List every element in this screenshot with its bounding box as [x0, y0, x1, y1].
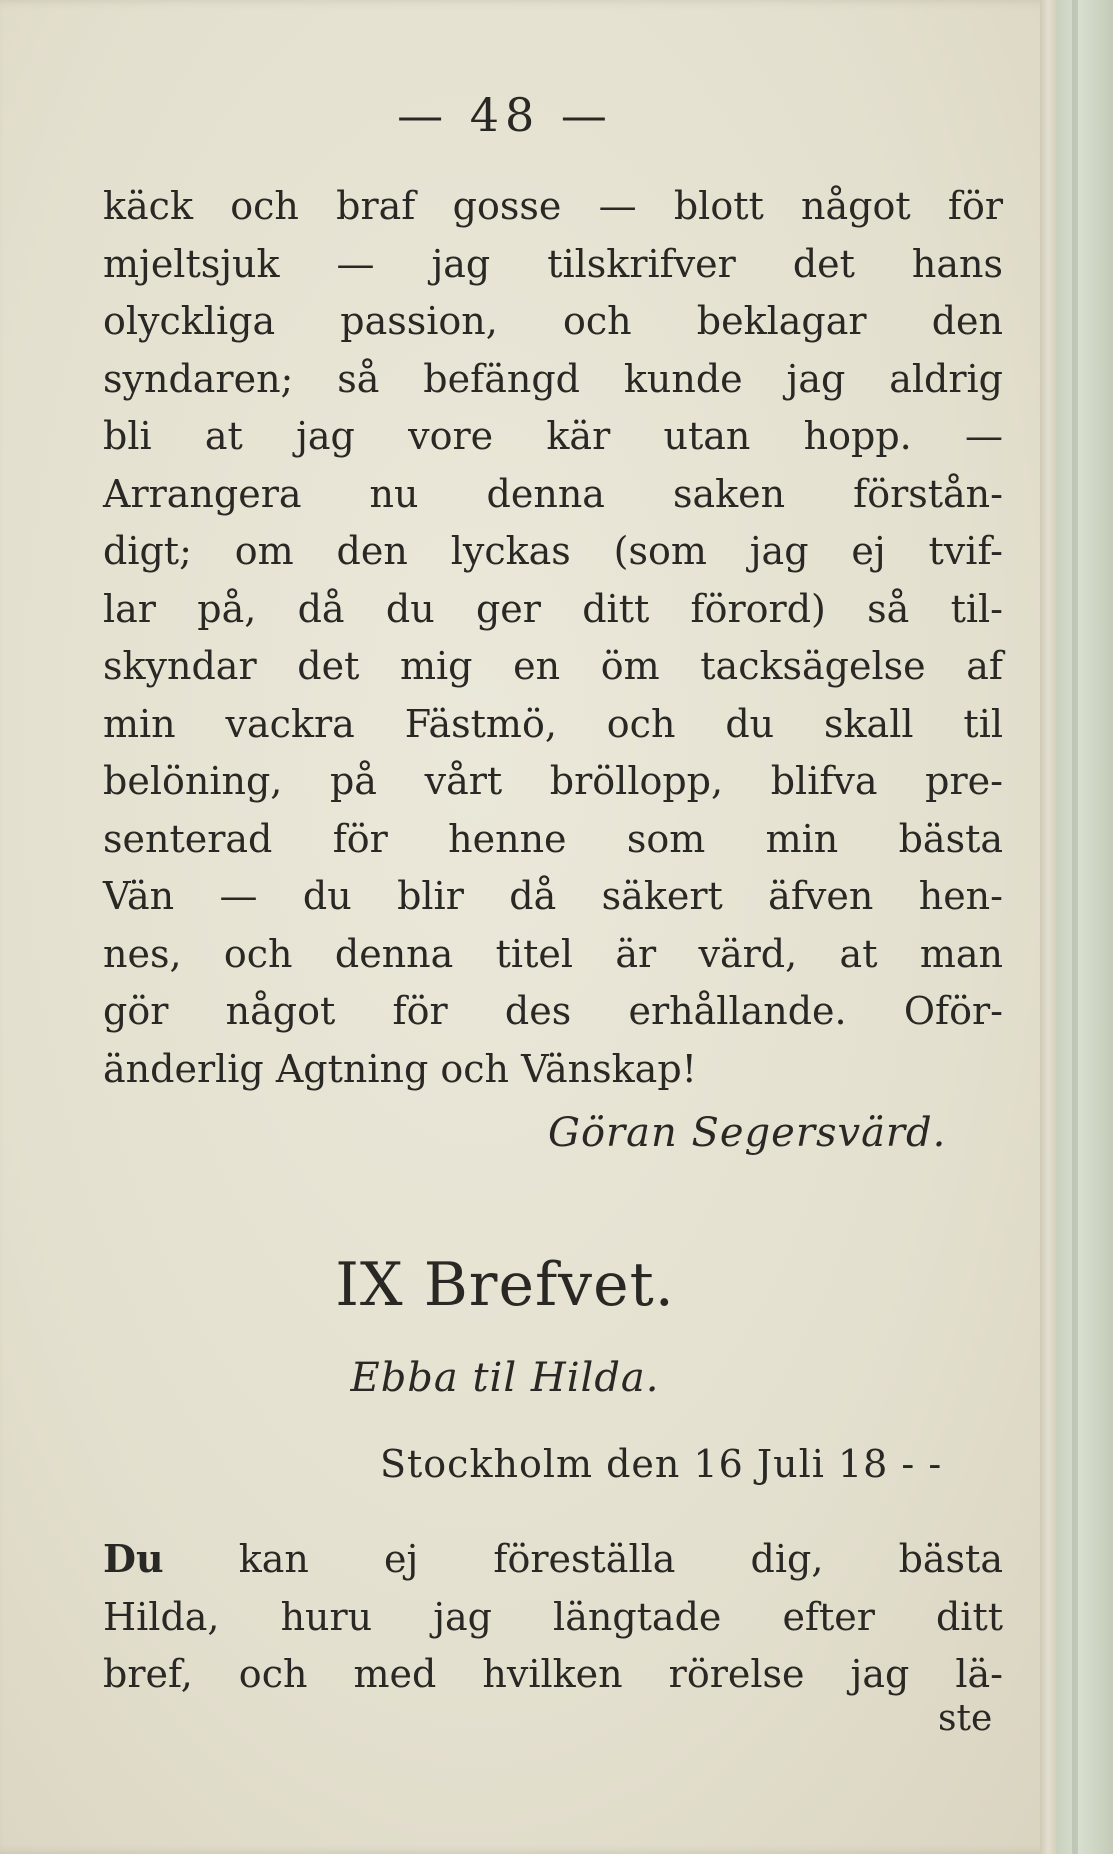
page-number: — 48 —	[397, 88, 613, 142]
catchword: ste	[938, 1698, 993, 1739]
text-line: belöning, på vårt bröllopp, blifva pre-	[103, 759, 1003, 803]
text-line: skyndar det mig en öm tacksägelse af	[103, 644, 1003, 688]
text-line: min vackra Fästmö, och du skall til	[103, 701, 1003, 746]
letter-body-text	[103, 178, 1003, 1098]
text-line: lar på, då du ger ditt förord) så til-	[103, 586, 1003, 631]
text-line	[103, 1530, 1003, 1589]
text-line: änderlig Agtning och Vänskap!	[103, 1046, 697, 1091]
text-line: Hilda, huru jag längtade efter ditt	[103, 1594, 1003, 1639]
letter-signature: Göran Segersvärd.	[548, 1110, 947, 1156]
text-line: olyckliga passion, och beklagar den	[103, 299, 1003, 343]
text-line: digt; om den lyckas (som jag ej tvif-	[103, 529, 1003, 573]
text-line: gör något för des erhållande. Oför-	[103, 989, 1003, 1033]
text-line-rest: kan ej föreställa dig, bästa	[238, 1537, 1003, 1581]
text-line: syndaren; så befängd kunde jag aldrig	[103, 356, 1003, 401]
letter-heading: IX Brefvet.	[335, 1250, 675, 1320]
letter-dateline: Stockholm den 16 Juli 18 - -	[380, 1442, 943, 1486]
page-edge	[1040, 0, 1056, 1854]
opening-word: Du	[103, 1536, 164, 1581]
next-letter-body-text	[103, 1530, 1003, 1704]
text-line: Vän — du blir då säkert äfven hen-	[103, 874, 1003, 918]
page-edge-shadow	[1072, 0, 1078, 1854]
text-line: käck och braf gosse — blott något för	[103, 184, 1003, 228]
text-line: nes, och denna titel är värd, at man	[103, 931, 1003, 976]
text-line: Arrangera nu denna saken förstån-	[103, 471, 1003, 516]
text-line: bref, och med hvilken rörelse jag lä-	[103, 1652, 1003, 1696]
text-line: bli at jag vore kär utan hopp. —	[103, 414, 1003, 458]
next-page-edge	[1056, 0, 1113, 1854]
letter-subheading: Ebba til Hilda.	[350, 1355, 660, 1401]
text-line: senterad för henne som min bästa	[103, 816, 1003, 861]
text-line: mjeltsjuk — jag tilskrifver det hans	[103, 241, 1003, 286]
